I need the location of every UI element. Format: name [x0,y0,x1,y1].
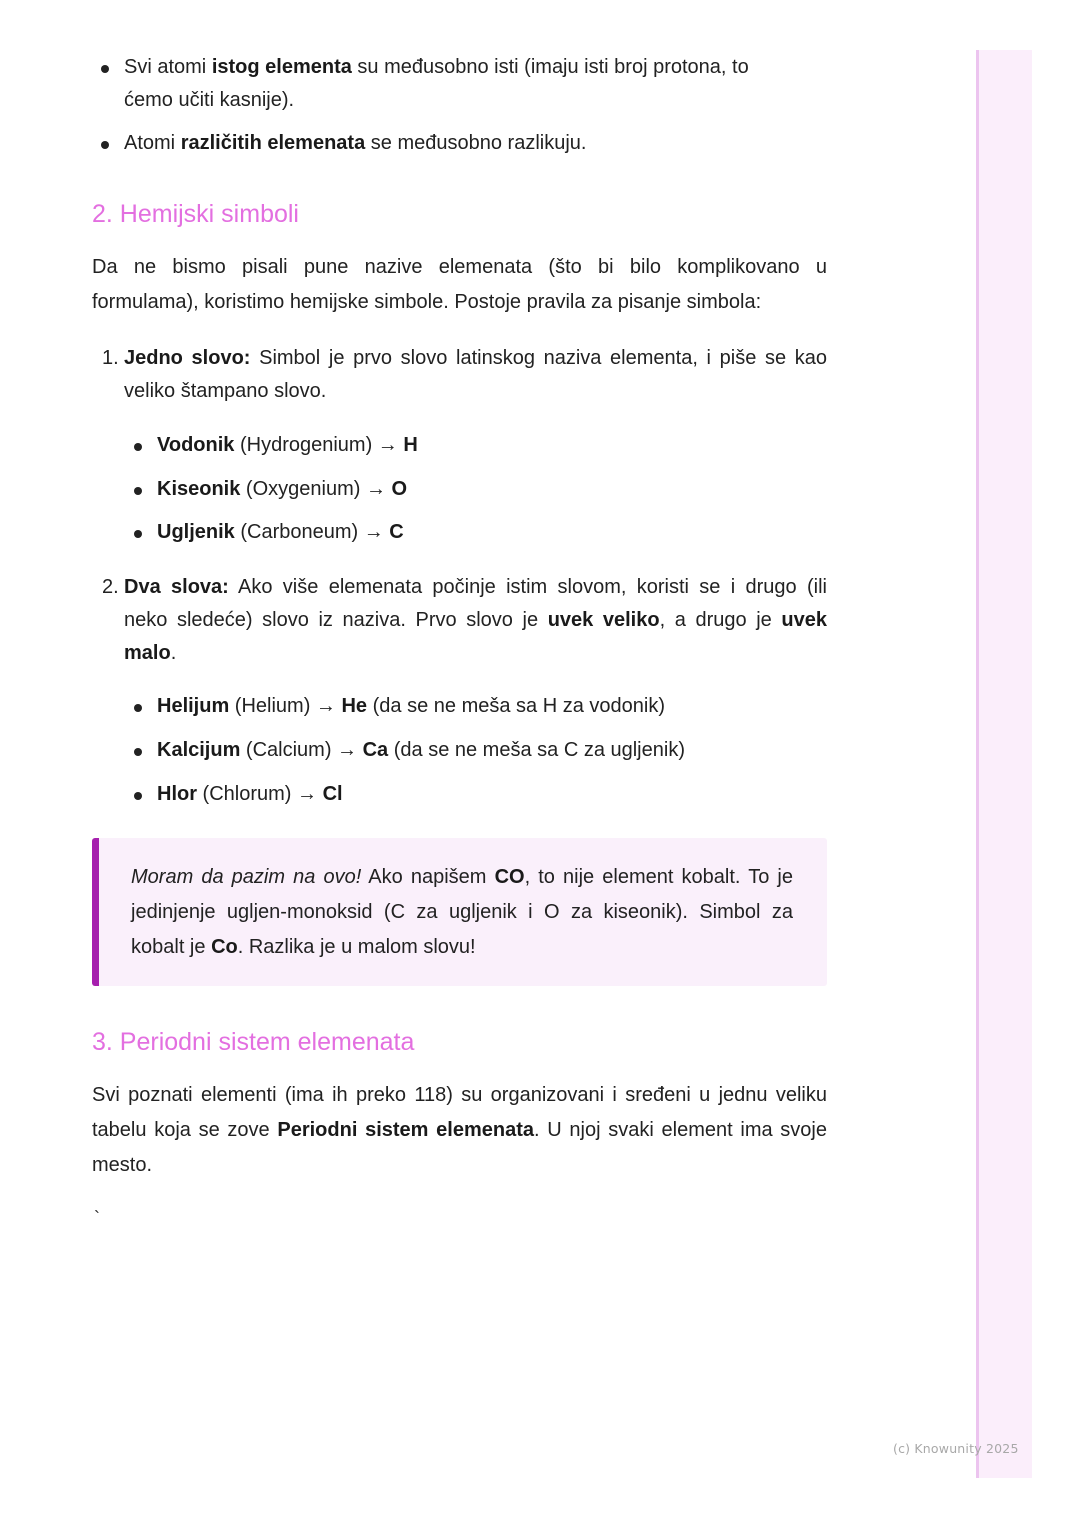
rule-1-line1: Jedno slovo: Simbol je prvo slovo latinskog naziva elementa, i piše se kao [124,347,827,369]
callout-line2: jedinjenje ugljen-monoksid (C za ugljenik i O za kiseonik). Simbol za [131,901,793,923]
example-item: Hlor (Chlorum) → Cl [157,783,343,805]
rule-title: Jedno slovo: [124,347,251,369]
paragraph-line: mesto. [92,1154,153,1176]
paragraph-line: Da ne bismo pisali pune nazive elemenata (što bi bilo komplikovano u [92,256,827,278]
callout-emphasis: Moram da pazim na ovo! [131,866,362,888]
rule-2-line2: neko sledeće) slovo iz naziva. Prvo slovo je uvek veliko, a drugo je uvek [124,609,827,631]
bullet-dot [101,65,109,73]
section-heading-hemijski-simboli: 2. Hemijski simboli [92,200,299,228]
bullet-dot [134,487,142,495]
callout-line3: kobalt je Co. Razlika je u malom slovu! [131,936,476,958]
callout-line1: Moram da pazim na ovo! Ako napišem CO, to nije element kobalt. To je [131,866,793,888]
margin-sidebar [976,50,1032,1478]
bullet-dot [101,141,109,149]
list-number: 2. [102,576,119,598]
bold-term: istog elementa [211,56,352,78]
paragraph-line: formulama), koristimo hemijske simbole. Postoje pravila za pisanje simbola: [92,291,762,313]
copyright-footer: (c) Knowunity 2025 [893,1441,1019,1456]
bold-term: različitih elemenata [180,132,366,154]
example-item: Helijum (Helium) → He (da se ne meša sa H za vodonik) [157,695,665,717]
rule-1-line2: veliko štampano slovo. [124,380,327,402]
intro-bullet-1-line1: Svi atomi istog elementa su međusobno isti (imaju isti broj protona, to [124,56,749,78]
bullet-dot [134,748,142,756]
intro-bullet-2: Atomi različitih elemenata se međusobno razlikuju. [124,132,587,154]
list-number: 1. [102,347,119,369]
bullet-dot [134,443,142,451]
example-item: Ugljenik (Carboneum) → C [157,521,404,543]
rule-2-line3: malo. [124,642,177,664]
stray-mark: ` [94,1208,100,1228]
example-item: Kalcijum (Calcium) → Ca (da se ne meša sa C za ugljenik) [157,739,685,761]
example-item: Vodonik (Hydrogenium) → H [157,434,418,456]
example-item: Kiseonik (Oxygenium) → O [157,478,408,500]
paragraph-line: tabelu koja se zove Periodni sistem elemenata. U njoj svaki element ima svoje [92,1119,827,1141]
paragraph-line: Svi poznati elementi (ima ih preko 118) su organizovani i sređeni u jednu veliku [92,1084,827,1106]
rule-2-line1: Dva slova: Ako više elemenata počinje istim slovom, koristi se i drugo (ili [124,576,827,598]
bullet-dot [134,792,142,800]
bullet-dot [134,530,142,538]
bullet-dot [134,704,142,712]
intro-bullet-1-line2: ćemo učiti kasnije). [124,89,295,111]
section-heading-periodni-sistem: 3. Periodni sistem elemenata [92,1028,415,1056]
rule-title: Dva slova: [124,576,229,598]
